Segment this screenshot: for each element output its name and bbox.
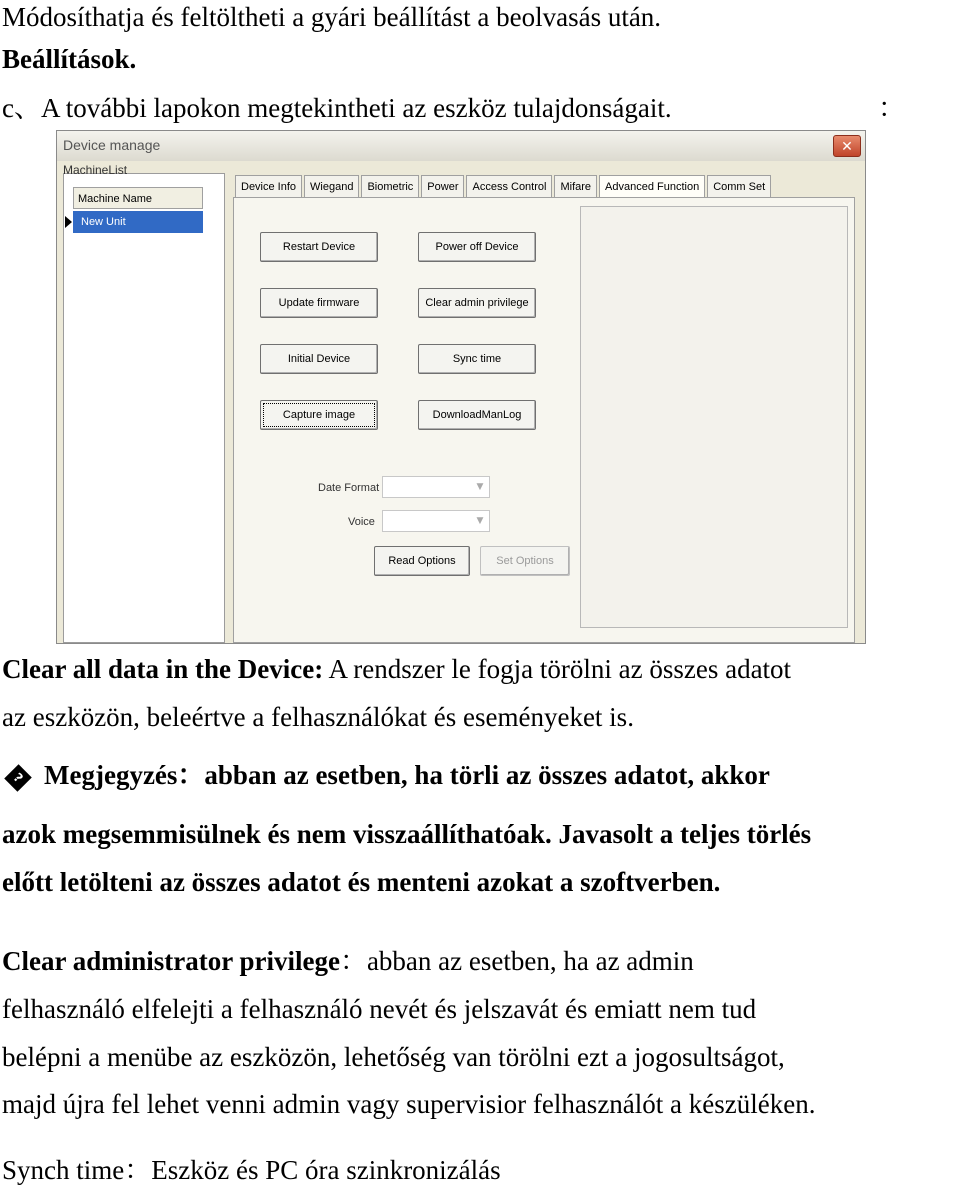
admin-line4: majd újra fel lehet venni admin vagy supervisior felhasználót a készüléken. — [2, 1089, 816, 1119]
tab-wiegand[interactable]: Wiegand — [304, 175, 359, 198]
synch-time-line: Synch time：Eszköz és PC óra szinkronizálás — [2, 1155, 501, 1185]
machine-list-label: MachineList — [63, 163, 128, 177]
note-text: Megjegyzés：abban az esetben, ha törli az összes adatot, akkor — [44, 760, 770, 790]
machine-name-column-header[interactable]: Machine Name — [73, 187, 203, 209]
tab-advanced-function[interactable]: Advanced Function — [599, 175, 705, 198]
note-line1 — [6, 758, 770, 792]
voice-select[interactable] — [382, 510, 490, 532]
restart-device-button[interactable]: Restart Device — [260, 232, 378, 262]
device-manage-window — [56, 130, 866, 644]
machine-row-new-unit[interactable]: New Unit — [73, 211, 203, 233]
set-options-button[interactable]: Set Options — [480, 546, 570, 576]
download-log-button[interactable]: DownloadManLog — [418, 400, 536, 430]
intro-line: Módosíthatja és feltöltheti a gyári beállítást a beolvasás után. — [2, 2, 662, 32]
tab-access-control[interactable]: Access Control — [466, 175, 552, 198]
tab-comm-set[interactable]: Comm Set — [707, 175, 771, 198]
tab-biometric[interactable]: Biometric — [361, 175, 419, 198]
settings-heading: Beállítások. — [2, 44, 137, 74]
admin-title: Clear administrator privilege — [2, 946, 340, 976]
clear-all-paragraph — [2, 652, 791, 686]
machine-list-panel — [63, 173, 225, 643]
clear-all-title: Clear all data in the Device: — [2, 654, 324, 684]
note-line3: előtt letölteni az összes adatot és menteni azokat a szoftverben. — [2, 867, 721, 897]
power-off-device-button[interactable]: Power off Device — [418, 232, 536, 262]
tabs-intro-text: c、A további lapokon megtekintheti az eszköz tulajdonságait. — [2, 93, 672, 123]
tab-power[interactable]: Power — [421, 175, 464, 198]
tabs-intro-line — [2, 91, 905, 125]
date-format-label: Date Format — [318, 482, 380, 494]
diamond-question-icon: ? — [4, 764, 32, 792]
tab-device-info[interactable]: Device Info — [235, 175, 302, 198]
tabs-intro-colon: ： — [878, 93, 905, 123]
device-tabs — [235, 175, 773, 197]
update-firmware-button[interactable]: Update firmware — [260, 288, 378, 318]
admin-paragraph — [2, 944, 694, 978]
info-display-box — [580, 206, 848, 628]
capture-image-button[interactable]: Capture image — [260, 400, 378, 430]
row-pointer-icon — [65, 216, 72, 228]
window-titlebar — [57, 131, 865, 161]
window-title: Device manage — [63, 137, 161, 153]
read-options-button[interactable]: Read Options — [374, 546, 470, 576]
clear-all-text: A rendszer le fogja törölni az összes adatot — [323, 654, 792, 684]
advanced-function-panel — [233, 197, 855, 643]
chevron-down-icon: ▼ — [476, 516, 484, 526]
clear-all-line2: az eszközön, beleértve a felhasználókat és eseményeket is. — [2, 702, 634, 732]
admin-line3: belépni a menübe az eszközön, lehetőség van törölni ezt a jogosultságot, — [2, 1042, 785, 1072]
sync-time-button[interactable]: Sync time — [418, 344, 536, 374]
voice-label: Voice — [348, 516, 375, 528]
note-line2: azok megsemmisülnek és nem visszaállíthatóak. Javasolt a teljes törlés — [2, 819, 812, 849]
admin-line2: felhasználó elfelejti a felhasználó nevét és jelszavát és emiatt nem tud — [2, 994, 757, 1024]
initial-device-button[interactable]: Initial Device — [260, 344, 378, 374]
admin-text: ：abban az esetben, ha az admin — [339, 946, 694, 976]
date-format-select[interactable] — [382, 476, 490, 498]
tab-mifare[interactable]: Mifare — [554, 175, 597, 198]
chevron-down-icon: ▼ — [476, 482, 484, 492]
clear-admin-privilege-button[interactable]: Clear admin privilege — [418, 288, 536, 318]
close-icon[interactable]: ✕ — [833, 135, 861, 157]
